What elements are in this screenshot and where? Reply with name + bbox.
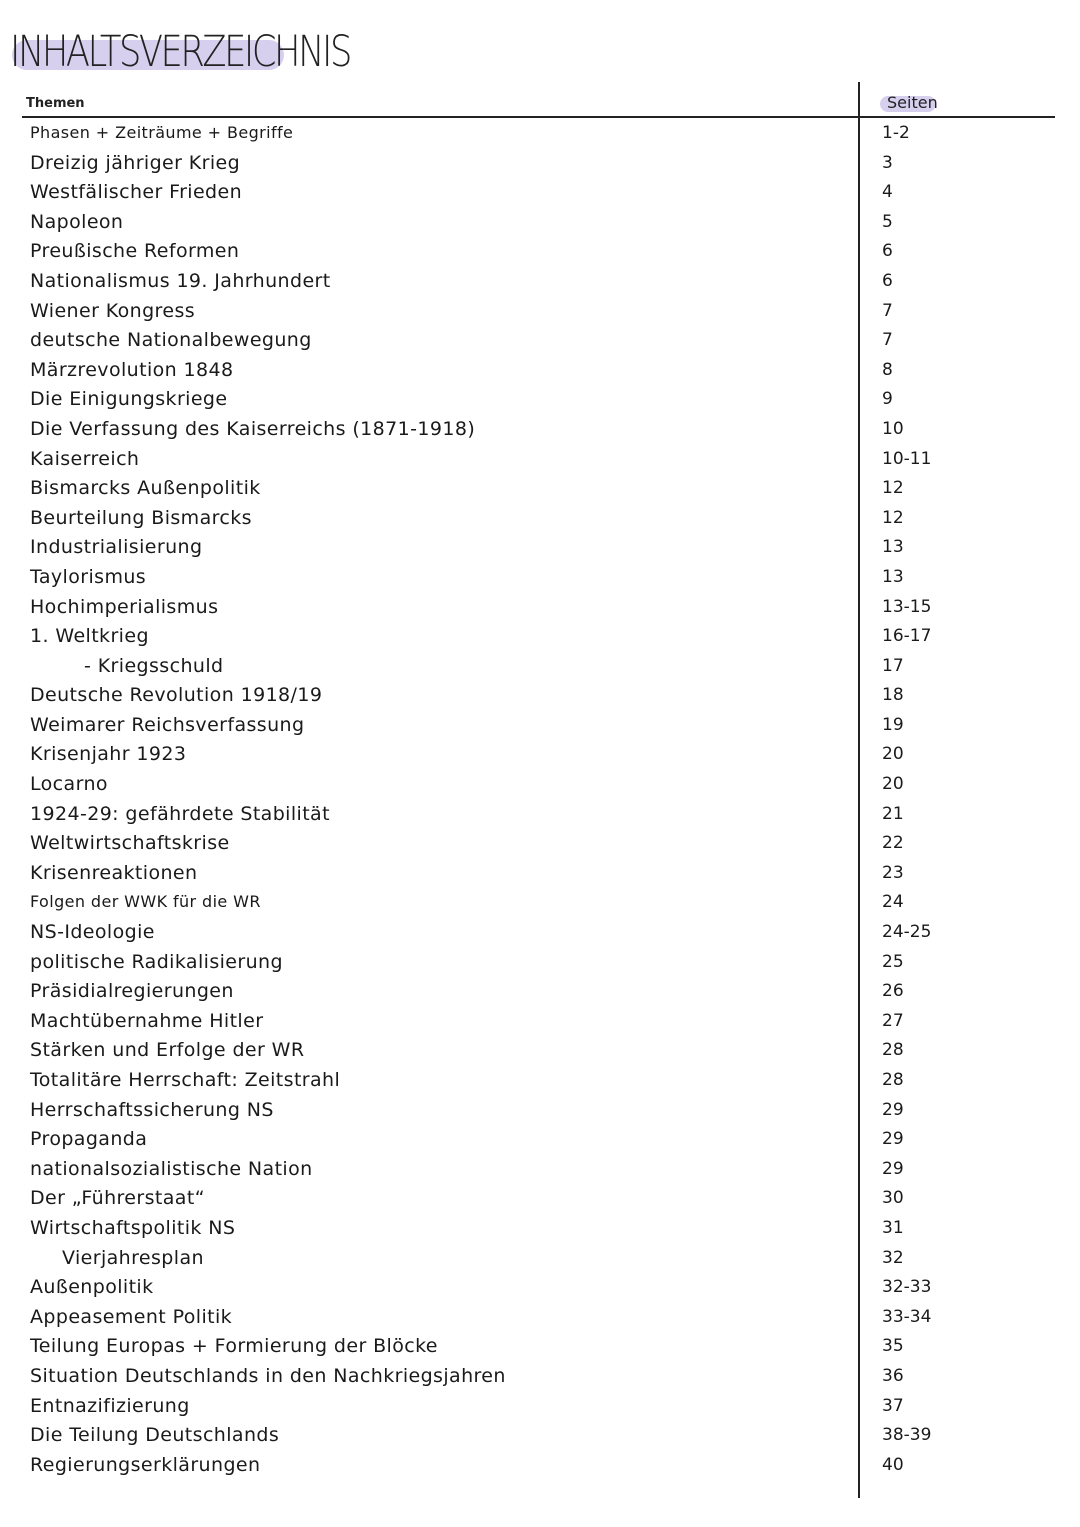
toc-row (0, 651, 1080, 681)
column-header-pages: Seiten (887, 93, 938, 112)
toc-topic: politische Radikalisierung (30, 950, 283, 973)
toc-page-number: 24-25 (882, 922, 932, 943)
toc-topic: Preußische Reformen (30, 240, 240, 263)
toc-topic: Außenpolitik (30, 1276, 154, 1299)
toc-row (0, 769, 1080, 799)
toc-topic: Märzrevolution 1848 (30, 358, 234, 381)
toc-row (0, 207, 1080, 237)
toc-page-number: 30 (882, 1188, 904, 1209)
toc-topic: nationalsozialistische Nation (30, 1157, 313, 1180)
toc-row (0, 532, 1080, 562)
toc-page-number: 32 (882, 1247, 904, 1268)
toc-page-number: 37 (882, 1395, 904, 1416)
toc-row (0, 1124, 1080, 1154)
toc-topic: Herrschaftssicherung NS (30, 1098, 274, 1121)
toc-page-number: 7 (882, 330, 893, 351)
toc-row (0, 1450, 1080, 1480)
toc-page-number: 28 (882, 1070, 904, 1090)
toc-page-number: 4 (882, 182, 893, 203)
toc-row (0, 1302, 1080, 1332)
toc-page-number: 1-2 (882, 123, 910, 143)
toc-page-number: 9 (882, 389, 893, 410)
toc-page-number: 10 (882, 418, 904, 439)
toc-topic: Dreizig jähriger Krieg (30, 151, 241, 174)
toc-row (0, 710, 1080, 740)
toc-page-number: 12 (882, 478, 904, 499)
toc-row (0, 414, 1080, 444)
toc-page-number: 5 (882, 211, 893, 232)
toc-page-number: 16-17 (882, 626, 932, 647)
toc-topic: Beurteilung Bismarcks (30, 506, 252, 529)
toc-row (0, 562, 1080, 592)
toc-row (0, 976, 1080, 1006)
toc-row (0, 148, 1080, 178)
toc-topic: Stärken und Erfolge der WR (30, 1039, 305, 1062)
toc-row (0, 1183, 1080, 1213)
toc-topic: NS-Ideologie (30, 921, 155, 944)
toc-topic: deutsche Nationalbewegung (30, 329, 312, 352)
toc-topic: 1924-29: gefährdete Stabilität (30, 802, 330, 825)
toc-page-number: 6 (882, 241, 893, 262)
toc-row (0, 325, 1080, 355)
toc-page-number: 35 (882, 1336, 904, 1357)
toc-topic: Bismarcks Außenpolitik (30, 477, 261, 500)
toc-row (0, 177, 1080, 207)
toc-topic: Kaiserreich (30, 447, 140, 470)
toc-row (0, 1331, 1080, 1361)
toc-topic: 1. Weltkrieg (30, 625, 149, 648)
toc-page-number: 12 (882, 507, 904, 528)
toc-topic: Vierjahresplan (62, 1246, 204, 1269)
toc-row (0, 473, 1080, 503)
toc-row (0, 236, 1080, 266)
toc-topic: Locarno (30, 773, 108, 796)
toc-page-number: 23 (882, 862, 904, 883)
toc-page-number: 6 (882, 270, 893, 291)
toc-topic: Deutsche Revolution 1918/19 (30, 684, 323, 707)
toc-topic: - Kriegsschuld (84, 654, 224, 677)
toc-row (0, 1243, 1080, 1273)
toc-row (0, 1391, 1080, 1421)
toc-topic: Industrialisierung (30, 536, 203, 559)
toc-row (0, 887, 1080, 917)
toc-row (0, 1035, 1080, 1065)
toc-page-number: 8 (882, 359, 893, 380)
toc-page-number: 3 (882, 152, 893, 173)
toc-topic: Appeasement Politik (30, 1305, 233, 1328)
toc-page-number: 24 (882, 892, 904, 913)
toc-page-number: 20 (882, 744, 904, 765)
page-title: INHALTSVERZEICHNIS (10, 27, 350, 77)
toc-row (0, 739, 1080, 769)
toc-page-number: 28 (882, 1040, 904, 1061)
toc-topic: Situation Deutschlands in den Nachkriegsjahren (30, 1364, 506, 1387)
toc-row (0, 1420, 1080, 1450)
toc-row (0, 947, 1080, 977)
toc-topic: Machtübernahme Hitler (30, 1009, 264, 1032)
toc-row (0, 1065, 1080, 1095)
toc-row (0, 1154, 1080, 1184)
toc-page-number: 31 (882, 1217, 904, 1238)
toc-row (0, 266, 1080, 296)
toc-row (0, 592, 1080, 622)
page-title-wrap (10, 22, 424, 82)
toc-page-number: 26 (882, 981, 904, 1002)
toc-row (0, 917, 1080, 947)
toc-row (0, 1006, 1080, 1036)
toc-row (0, 1095, 1080, 1125)
toc-row (0, 1213, 1080, 1243)
toc-topic: Krisenreaktionen (30, 861, 198, 884)
toc-topic: Der „Führerstaat“ (30, 1187, 205, 1210)
toc-page-number: 13 (882, 566, 904, 587)
toc-page-number: 29 (882, 1129, 904, 1150)
toc-row (0, 680, 1080, 710)
toc-topic: Wirtschaftspolitik NS (30, 1216, 236, 1239)
toc-row (0, 621, 1080, 651)
toc-page-number: 20 (882, 774, 904, 795)
toc-page-number: 29 (882, 1158, 904, 1179)
toc-topic: Nationalismus 19. Jahrhundert (30, 269, 331, 292)
toc-row (0, 828, 1080, 858)
toc-topic: Hochimperialismus (30, 595, 219, 618)
toc-topic: Krisenjahr 1923 (30, 743, 187, 766)
toc-page-number: 36 (882, 1365, 904, 1386)
toc-topic: Westfälischer Frieden (30, 181, 243, 204)
toc-page-number: 13-15 (882, 596, 932, 617)
toc-page-number: 33-34 (882, 1306, 932, 1327)
toc-topic: Taylorismus (30, 565, 147, 588)
toc-topic: Propaganda (30, 1128, 148, 1151)
toc-topic: Folgen der WWK für die WR (30, 892, 261, 912)
toc-topic: Präsidialregierungen (30, 980, 234, 1003)
toc-topic: Teilung Europas + Formierung der Blöcke (30, 1335, 438, 1358)
toc-topic: Weimarer Reichsverfassung (30, 713, 305, 736)
toc-topic: Napoleon (30, 210, 124, 233)
toc-row (0, 1361, 1080, 1391)
toc-page-number: 17 (882, 655, 904, 676)
toc-page-number: 40 (882, 1454, 904, 1475)
toc-page-number: 13 (882, 537, 904, 558)
toc-page-number: 7 (882, 300, 893, 321)
toc-row (0, 118, 1080, 148)
toc-topic: Weltwirtschaftskrise (30, 832, 230, 855)
toc-page-number: 32-33 (882, 1277, 932, 1298)
toc-page-number: 38-39 (882, 1425, 932, 1446)
toc-topic: Die Verfassung des Kaiserreichs (1871-1918) (30, 417, 476, 440)
toc-topic: Regierungserklärungen (30, 1453, 261, 1476)
toc-page-number: 29 (882, 1099, 904, 1120)
toc-row (0, 858, 1080, 888)
toc-topic: Entnazifizierung (30, 1394, 190, 1417)
toc-row (0, 355, 1080, 385)
toc-topic: Die Einigungskriege (30, 388, 228, 411)
toc-page-number: 22 (882, 833, 904, 854)
toc-row (0, 444, 1080, 474)
column-header-topics: Themen (26, 96, 85, 111)
toc-topic: Totalitäre Herrschaft: Zeitstrahl (30, 1069, 341, 1091)
toc-topic: Die Teilung Deutschlands (30, 1424, 280, 1447)
toc-row (0, 503, 1080, 533)
toc-page-number: 19 (882, 714, 904, 735)
toc-row (0, 296, 1080, 326)
toc-row (0, 799, 1080, 829)
toc-page-number: 27 (882, 1010, 904, 1031)
toc-row (0, 1272, 1080, 1302)
toc-topic: Wiener Kongress (30, 299, 196, 322)
toc-page-number: 21 (882, 803, 904, 824)
toc-list (0, 118, 1080, 1479)
toc-page-number: 25 (882, 951, 904, 972)
toc-row (0, 384, 1080, 414)
toc-page-number: 10-11 (882, 448, 932, 469)
toc-page-number: 18 (882, 685, 904, 706)
toc-topic: Phasen + Zeiträume + Begriffe (30, 123, 294, 142)
